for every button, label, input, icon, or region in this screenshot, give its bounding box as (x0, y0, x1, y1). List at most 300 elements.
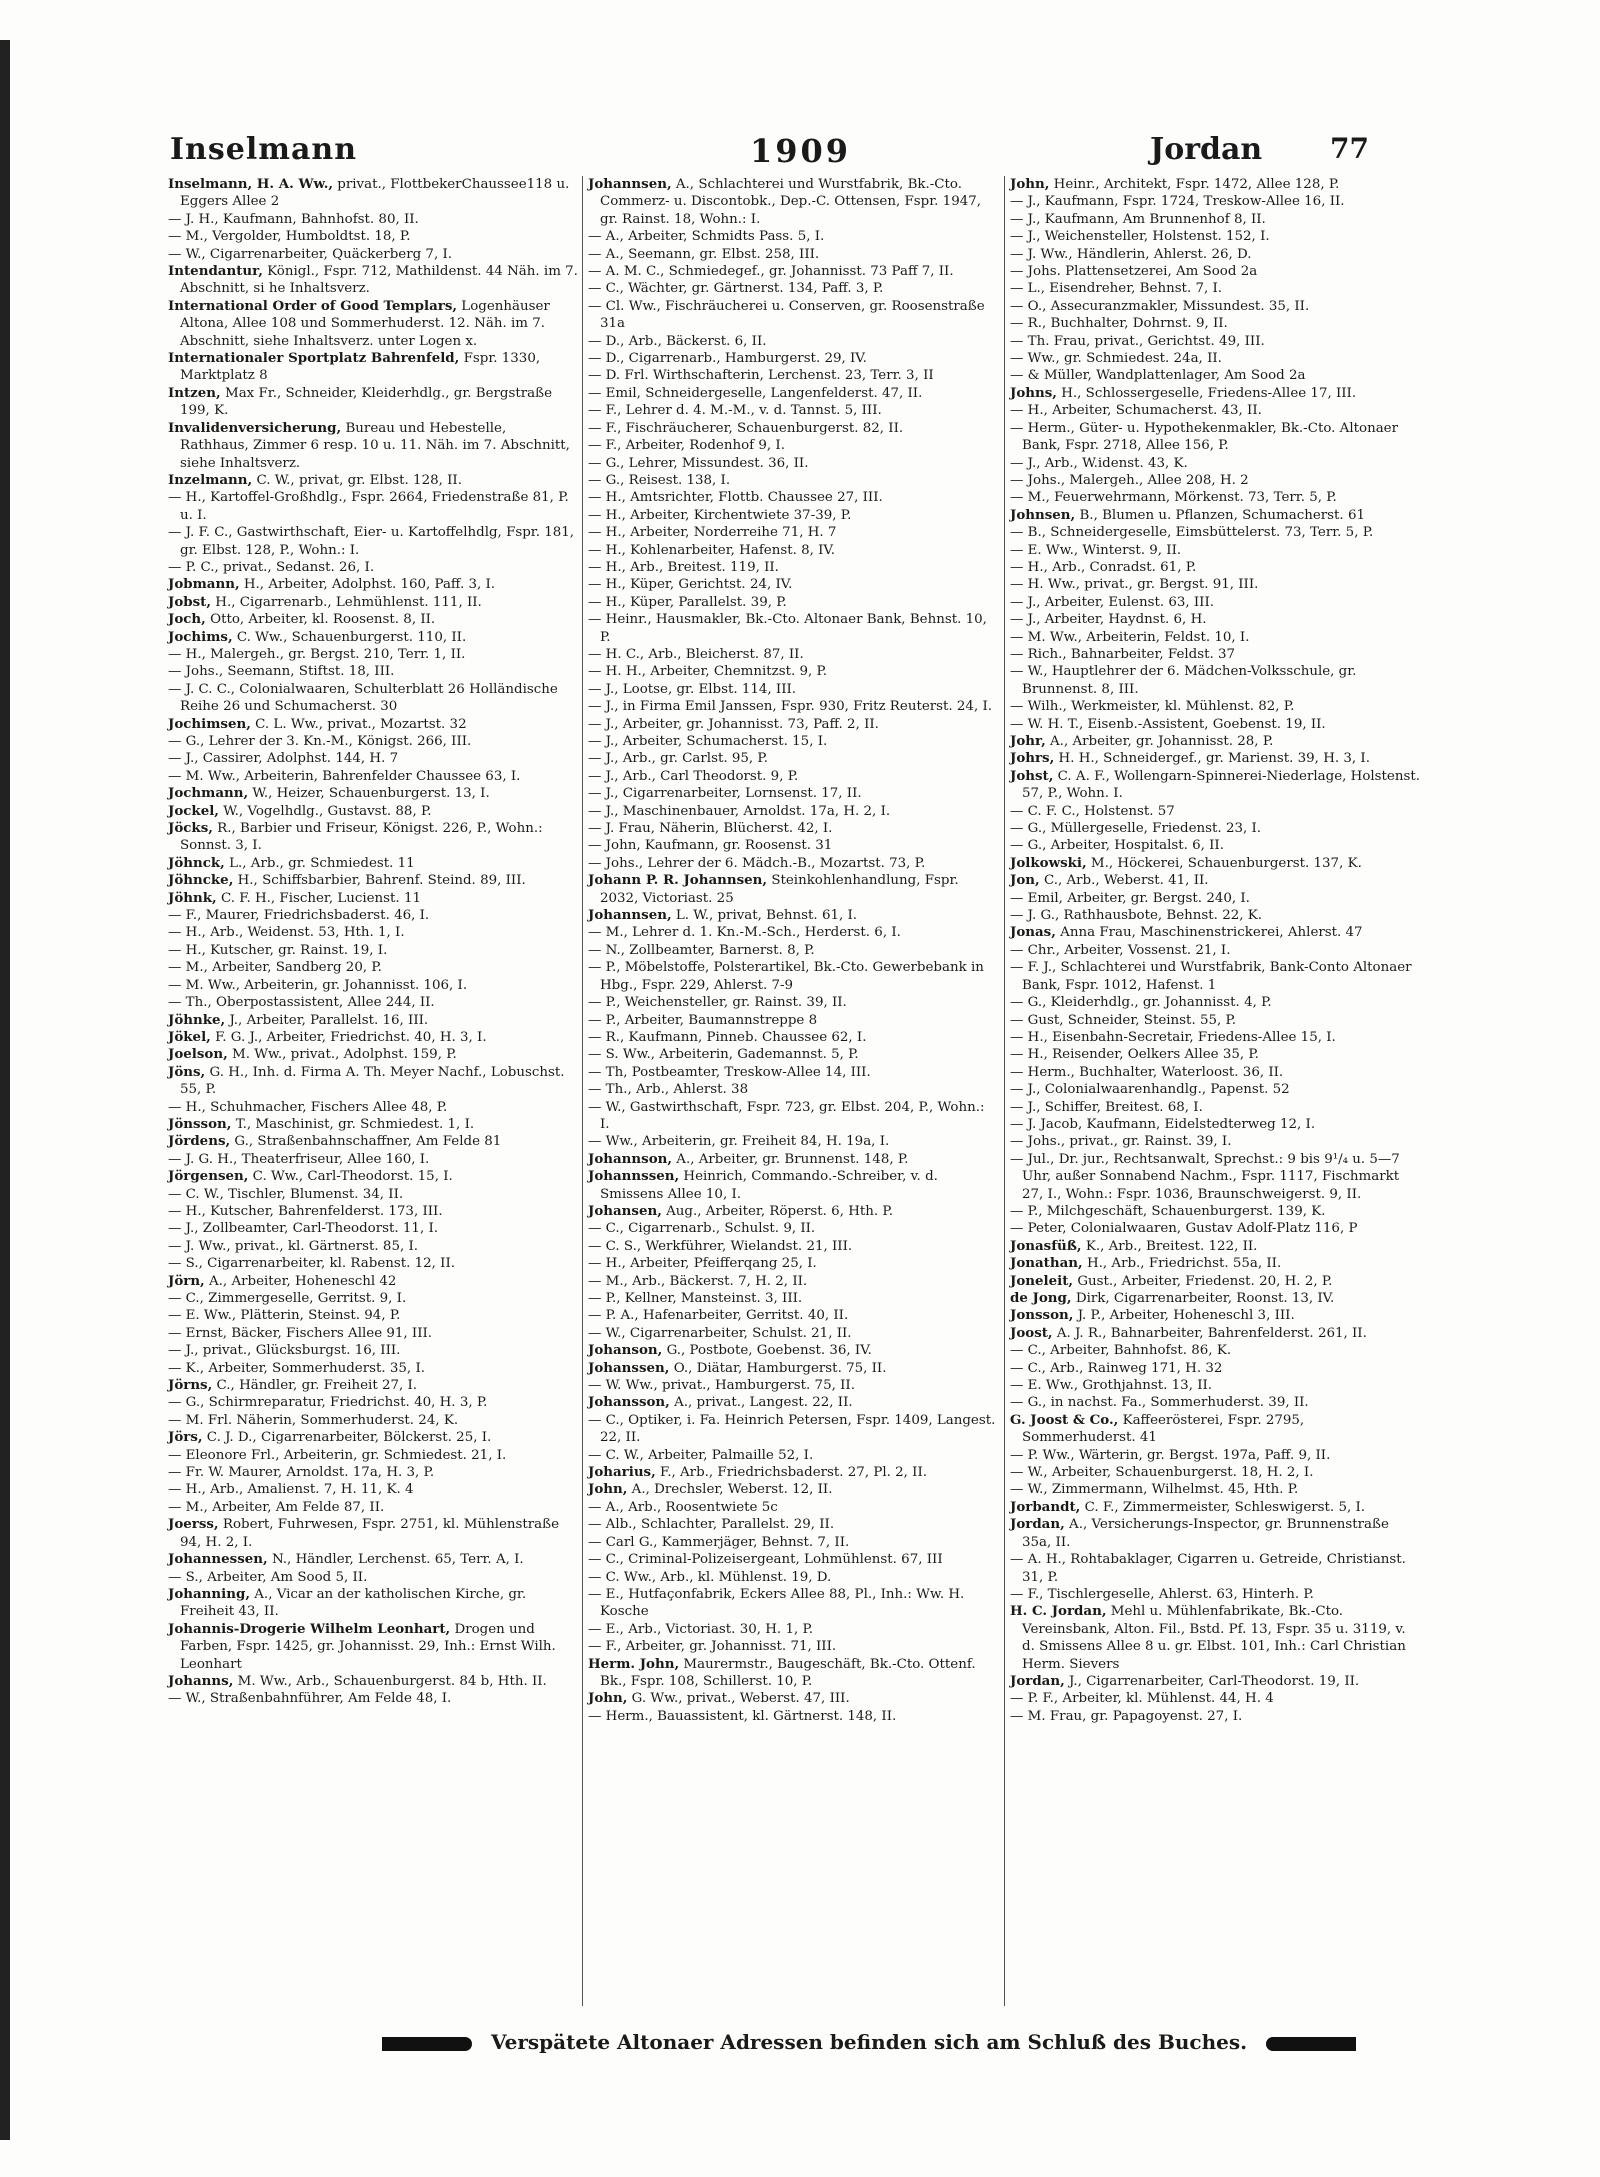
entry-surname: Jöhnke, (168, 1011, 226, 1028)
footer-text: Verspätete Altonaer Adressen befinden sich am Schluß des Buches. (490, 2030, 1248, 2054)
entry-details: — Chr., Arbeiter, Vossenst. 21, I. (1010, 942, 1231, 958)
directory-entry (1010, 1464, 1420, 1481)
directory-entry (168, 1012, 578, 1029)
directory-entry (588, 1638, 998, 1655)
entry-details: C. W., privat, gr. Elbst. 128, II. (256, 472, 462, 488)
entry-details: — Johs., Seemann, Stiftst. 18, III. (168, 664, 395, 680)
entry-surname: Johr, (1010, 733, 1046, 749)
directory-entry (1010, 594, 1420, 611)
directory-entry (588, 1203, 998, 1220)
entry-details: — A. M. C., Schmiedegef., gr. Johannisst. 73 Paff 7, II. (588, 264, 954, 280)
header-left-keyword: Inselmann (170, 132, 358, 167)
entry-details: — C. F. C., Holstenst. 57 (1010, 803, 1175, 819)
entry-details: — F., Lehrer d. 4. M.-M., v. d. Tannst. 5, III. (588, 403, 882, 419)
entry-surname: Jochims, (168, 628, 233, 645)
entry-surname: Jonasfüß, (1010, 1237, 1082, 1254)
entry-details: — F., Tischlergeselle, Ahlerst. 63, Hinterh. P. (1010, 1586, 1314, 1602)
entry-details: — S., Cigarrenarbeiter, kl. Rabenst. 12, II. (168, 1256, 456, 1272)
entry-details: W., Heizer, Schauenburgerst. 13, I. (252, 786, 490, 802)
entry-surname: Johns, (1010, 384, 1057, 401)
entry-details: — L., Eisendreher, Behnst. 7, I. (1010, 281, 1223, 297)
entry-details: B., Blumen u. Pflanzen, Schumacherst. 61 (1079, 507, 1365, 523)
directory-entry (1010, 524, 1420, 541)
entry-details: C., Arb., Weberst. 41, II. (1043, 873, 1209, 889)
directory-entry (168, 977, 578, 994)
directory-entry (588, 472, 998, 489)
entry-details: — M., Lehrer d. 1. Kn.-M.-Sch., Herderst. 6, I. (588, 925, 901, 941)
entry-details: C. L. Ww., privat., Mozartst. 32 (255, 716, 467, 732)
entry-details: — W., Gastwirthschaft, Fspr. 723, gr. Elbst. 204, P., Wohn.: I. (588, 1099, 985, 1132)
entry-surname: Johannsen, (588, 176, 672, 192)
directory-entry (168, 176, 578, 211)
entry-details: — H., Eisenbahn-Secretair, Friedens-Allee 15, I. (1010, 1029, 1336, 1045)
entry-details: A. J. R., Bahnarbeiter, Bahrenfelderst. 261, II. (1056, 1325, 1367, 1341)
entry-details: — & Müller, Wandplattenlager, Am Sood 2a (1010, 368, 1306, 384)
directory-entry (168, 1186, 578, 1203)
entry-details: — N., Zollbeamter, Barnerst. 8, P. (588, 942, 815, 958)
header-right-keyword: Jordan (1150, 132, 1263, 167)
entry-surname: Jobmann, (168, 576, 240, 593)
entry-surname: Jöhnk, (168, 889, 217, 906)
directory-entry (168, 733, 578, 750)
directory-entry (168, 629, 578, 646)
directory-entry (1010, 1238, 1420, 1255)
directory-entry (588, 1273, 998, 1290)
entry-details: — W. Ww., privat., Hamburgerst. 75, II. (588, 1378, 855, 1394)
directory-entry (168, 1203, 578, 1220)
entry-details: — Emil, Arbeiter, gr. Bergst. 240, I. (1010, 890, 1250, 906)
entry-details: F., Arb., Friedrichsbaderst. 27, Pl. 2, II. (660, 1465, 928, 1481)
entry-surname: Jonathan, (1010, 1255, 1083, 1272)
entry-details: — A., Arbeiter, Schmidts Pass. 5, I. (588, 229, 825, 245)
entry-surname: Joost, (1010, 1324, 1053, 1341)
directory-entry (1010, 1220, 1420, 1237)
entry-details: — J. C. C., Colonialwaaren, Schulterblatt 26 Holländische Reihe 26 und Schumacherst. 30 (168, 681, 558, 715)
entry-details: — J., Weichensteller, Holstenst. 152, I. (1010, 229, 1270, 245)
entry-details: — C., Criminal-Polizeisergeant, Lohmühlenst. 67, III (588, 1552, 943, 1568)
directory-entry (1010, 1325, 1420, 1342)
entry-details: M., Höckerei, Schauenburgerst. 137, K. (1090, 855, 1362, 871)
directory-entry (168, 1481, 578, 1498)
directory-entry (588, 1708, 998, 1725)
directory-entry (588, 1551, 998, 1568)
entry-details: — P., Arbeiter, Baumannstreppe 8 (588, 1012, 818, 1028)
entry-surname: Jochimsen, (168, 715, 251, 732)
directory-entry (168, 559, 578, 576)
entry-surname: Joelson, (168, 1046, 228, 1063)
entry-details: — M., Arb., Bäckerst. 7, H. 2, II. (588, 1273, 808, 1289)
directory-entry (168, 1377, 578, 1394)
entry-details: — F., Arbeiter, gr. Johannisst. 71, III. (588, 1639, 837, 1655)
directory-entry (588, 1151, 998, 1168)
directory-entry (588, 263, 998, 280)
entry-details: Fspr. 1330, Marktplatz 8 (180, 351, 541, 384)
directory-entry (588, 1499, 998, 1516)
entry-details: — G., Müllergeselle, Friedenst. 23, I. (1010, 821, 1262, 837)
directory-entry (588, 663, 998, 680)
entry-details: — J., Arb., gr. Carlst. 95, P. (588, 751, 768, 767)
directory-entry (1010, 733, 1420, 750)
entry-details: — G., Lehrer, Missundest. 36, II. (588, 455, 809, 471)
directory-entry (168, 1551, 578, 1568)
entry-details: — E. Ww., Grothjahnst. 13, II. (1010, 1378, 1213, 1394)
entry-details: — Eleonore Frl., Arbeiterin, gr. Schmiedest. 21, I. (168, 1447, 507, 1463)
entry-details: — H., Reisender, Oelkers Allee 35, P. (1010, 1047, 1259, 1063)
directory-entry (588, 924, 998, 941)
directory-entry (168, 246, 578, 263)
directory-entry (1010, 872, 1420, 889)
entry-details: — J., Arbeiter, gr. Johannisst. 73, Paff. 2, II. (588, 716, 879, 732)
entry-details: N., Händler, Lerchenst. 65, Terr. A, I. (271, 1552, 524, 1568)
directory-entry (168, 1447, 578, 1464)
entry-details: — C., Wächter, gr. Gärtnerst. 134, Paff. 3, P. (588, 281, 884, 297)
directory-entry (1010, 1116, 1420, 1133)
directory-entry (588, 1377, 998, 1394)
entry-surname: Jönsson, (168, 1115, 232, 1132)
entry-details: — H., Kohlenarbeiter, Hafenst. 8, IV. (588, 542, 836, 558)
directory-entry (588, 1656, 998, 1691)
entry-details: — Herm., Güter- u. Hypothekenmakler, Bk.-Cto. Altonaer Bank, Fspr. 2718, Allee 156, P. (1010, 420, 1399, 454)
directory-entry (588, 507, 998, 524)
entry-details: — H. H., Arbeiter, Chemnitzst. 9, P. (588, 664, 828, 680)
entry-details: — H., Amtsrichter, Flottb. Chaussee 27, III. (588, 490, 883, 506)
directory-entry (168, 1325, 578, 1342)
entry-details: Heinrich, Commando.-Schreiber, v. d. Smissens Allee 10, I. (600, 1169, 938, 1202)
directory-entry (588, 367, 998, 384)
directory-entry (588, 1464, 998, 1481)
directory-entry (588, 524, 998, 541)
directory-entry (588, 489, 998, 506)
entry-details: — Jul., Dr. jur., Rechtsanwalt, Sprechst.: 9 bis 9¹/₄ u. 5—7 Uhr, außer Sonnabend Nachm., Fspr. 1117, Fischmarkt 27, I., Wohn.: Fspr. 1036, Braunschweigerst. 9, II. (1010, 1151, 1400, 1202)
entry-surname: Jolkowski, (1010, 854, 1087, 871)
entry-details: — H., Arbeiter, Norderreihe 71, H. 7 (588, 525, 837, 541)
entry-details: Bureau und Hebestelle, Rathhaus, Zimmer 6 resp. 10 u. 11. Näh. im 7. Abschnitt, siehe Inhaltsverz. (180, 420, 570, 471)
directory-entry (588, 820, 998, 837)
directory-entry (1010, 420, 1420, 455)
directory-entry (168, 994, 578, 1011)
directory-entry (1010, 559, 1420, 576)
entry-details: — F., Arbeiter, Rodenhof 9, I. (588, 438, 785, 454)
directory-entry (1010, 1603, 1420, 1673)
entry-details: — C., Optiker, i. Fa. Heinrich Petersen, Fspr. 1409, Langest. 22, II. (588, 1412, 996, 1446)
directory-entry (168, 576, 578, 593)
entry-details: — H., Küper, Parallelst. 39, P. (588, 594, 787, 610)
directory-entry (588, 1394, 998, 1411)
directory-entry (588, 907, 998, 924)
entry-details: — Johs., Malergeh., Allee 208, H. 2 (1010, 472, 1249, 488)
entry-details: — W., Cigarrenarbeiter, Quäckerberg 7, I. (168, 246, 453, 262)
directory-entry (168, 1168, 578, 1185)
entry-details: — Carl G., Kammerjäger, Behnst. 7, II. (588, 1534, 850, 1550)
entry-details: — G., Reisest. 138, I. (588, 472, 731, 488)
directory-entry (168, 263, 578, 298)
entry-details: — O., Assecuranzmakler, Missundest. 35, II. (1010, 298, 1310, 314)
entry-surname: Intendantur, (168, 263, 263, 280)
entry-details: — P., Kellner, Mansteinst. 3, III. (588, 1291, 803, 1306)
entry-details: — E. Ww., Winterst. 9, II. (1010, 542, 1182, 558)
entry-details: Heinr., Architekt, Fspr. 1472, Allee 128, P. (1053, 177, 1340, 192)
directory-entry (588, 1133, 998, 1150)
directory-entry (588, 1255, 998, 1272)
directory-entry (1010, 455, 1420, 472)
directory-entry (588, 420, 998, 437)
entry-details: O., Diätar, Hamburgerst. 75, II. (673, 1360, 887, 1376)
directory-entry (168, 1046, 578, 1063)
directory-entry (588, 1168, 998, 1203)
entry-details: — John, Kaufmann, gr. Roosenst. 31 (588, 838, 833, 854)
entry-details: C., Händler, gr. Freiheit 27, I. (216, 1378, 418, 1394)
directory-entry (1010, 1342, 1420, 1359)
entry-details: — D., Arb., Bäckerst. 6, II. (588, 333, 767, 349)
directory-entry (588, 1481, 998, 1498)
entry-details: — A. H., Rohtabaklager, Cigarren u. Getreide, Christianst. 31, P. (1010, 1552, 1406, 1585)
directory-entry (588, 1586, 998, 1621)
entry-details: C. J. D., Cigarrenarbeiter, Bölckerst. 25, I. (206, 1430, 492, 1446)
entry-details: — M. Frau, gr. Papagoyenst. 27, I. (1010, 1708, 1243, 1724)
directory-entry (588, 611, 998, 646)
entry-details: H., Cigarrenarb., Lehmühlenst. 111, II. (215, 594, 482, 610)
directory-entry (588, 246, 998, 263)
entry-details: — C., Arbeiter, Bahnhofst. 86, K. (1010, 1343, 1232, 1359)
entry-details: — A., Arb., Roosentwiete 5c (588, 1499, 778, 1515)
entry-details: L., Arb., gr. Schmiedest. 11 (229, 855, 415, 871)
directory-entry (168, 646, 578, 663)
footer-note (370, 2030, 1248, 2064)
entry-surname: Jochmann, (168, 785, 249, 802)
entry-details: — P., Weichensteller, gr. Rainst. 39, II. (588, 995, 847, 1011)
directory-entry (1010, 1307, 1420, 1324)
directory-entry (1010, 837, 1420, 854)
directory-entry (1010, 1412, 1420, 1447)
entry-details: — W., Zimmermann, Wilhelmst. 45, Hth. P. (1010, 1482, 1299, 1498)
entry-surname: Jockel, (168, 802, 219, 819)
directory-entry (1010, 1203, 1420, 1220)
entry-details: — P., Milchgeschäft, Schauenburgerst. 139, K. (1010, 1203, 1326, 1219)
entry-surname: Jon, (1010, 872, 1040, 889)
directory-entry (168, 1290, 578, 1307)
pointing-hand-icon (1266, 2037, 1356, 2051)
entry-details: — Johs., Lehrer der 6. Mädch.-B., Mozartst. 73, P. (588, 855, 926, 871)
entry-details: G. H., Inh. d. Firma A. Th. Meyer Nachf., Lobuschst. 55, P. (180, 1064, 565, 1098)
directory-entry (588, 280, 998, 297)
entry-details: Aug., Arbeiter, Röperst. 6, Hth. P. (666, 1203, 893, 1219)
entry-surname: Jonas, (1010, 924, 1056, 941)
directory-entry (1010, 576, 1420, 593)
entry-details: — J., Kaufmann, Am Brunnenhof 8, II. (1010, 211, 1266, 227)
entry-surname: Inselmann, H. A. Ww., (168, 176, 334, 192)
entry-surname: Jörns, (168, 1377, 213, 1394)
directory-entry (1010, 1551, 1420, 1586)
directory-entry (588, 1238, 998, 1255)
directory-entry (1010, 942, 1420, 959)
entry-details: — Herm., Buchhalter, Waterloost. 36, II. (1010, 1064, 1284, 1080)
entry-details: — Alb., Schlachter, Parallelst. 29, II. (588, 1517, 835, 1533)
entry-details: — A., Seemann, gr. Elbst. 258, III. (588, 246, 820, 262)
directory-entry (168, 1342, 578, 1359)
entry-surname: Johann P. R. Johannsen, (588, 872, 768, 889)
directory-entry (588, 942, 998, 959)
entry-details: — Johs., privat., gr. Rainst. 39, I. (1010, 1134, 1232, 1150)
directory-entry (588, 298, 998, 333)
entry-details: H., Arb., Friedrichst. 55a, II. (1086, 1256, 1282, 1272)
entry-details: — C. W., Arbeiter, Palmaille 52, I. (588, 1447, 814, 1463)
directory-entry (1010, 768, 1420, 803)
entry-details: — J. Ww., Händlerin, Ahlerst. 26, D. (1010, 246, 1252, 262)
directory-entry (1010, 820, 1420, 837)
column-1 (168, 176, 578, 1708)
entry-details: — J. H., Kaufmann, Bahnhofst. 80, II. (168, 211, 419, 227)
directory-entry (1010, 1029, 1420, 1046)
directory-entry (1010, 350, 1420, 367)
scan-edge (0, 40, 10, 2140)
directory-entry (1010, 803, 1420, 820)
directory-entry (588, 1621, 998, 1638)
directory-entry (168, 1499, 578, 1516)
entry-details: A., Arbeiter, gr. Brunnenst. 148, P. (676, 1151, 909, 1167)
entry-details: — C. Ww., Arb., kl. Mühlenst. 19, D. (588, 1569, 832, 1585)
entry-details: Otto, Arbeiter, kl. Roosenst. 8, II. (210, 612, 436, 628)
entry-surname: Jordan, (1010, 1516, 1065, 1533)
entry-details: — F., Fischräucherer, Schauenburgerst. 82, II. (588, 420, 904, 436)
directory-entry (1010, 315, 1420, 332)
directory-entry (168, 1273, 578, 1290)
entry-details: — G., Kleiderhdlg., gr. Johannisst. 4, P. (1010, 995, 1272, 1011)
directory-entry (168, 1429, 578, 1446)
entry-surname: Herm. John, (588, 1655, 680, 1672)
directory-entry (168, 472, 578, 489)
header-year: 1909 (750, 132, 852, 170)
entry-details: — Th, Postbeamter, Treskow-Allee 14, III. (588, 1064, 871, 1080)
directory-entry (1010, 402, 1420, 419)
pointing-hand-icon (382, 2037, 472, 2051)
directory-entry (168, 1394, 578, 1411)
entry-surname: Joch, (168, 611, 206, 628)
entry-surname: Jobst, (168, 593, 212, 610)
directory-entry (1010, 646, 1420, 663)
directory-entry (168, 228, 578, 245)
entry-details: — Cl. Ww., Fischräucherei u. Conserven, gr. Roosenstraße 31a (588, 298, 985, 332)
entry-details: — F., Maurer, Friedrichsbaderst. 46, I. (168, 908, 430, 924)
directory-entry (168, 1220, 578, 1237)
entry-surname: Johrs, (1010, 750, 1055, 767)
entry-details: — H., Arb., Weidenst. 53, Hth. 1, I. (168, 925, 405, 941)
directory-entry (588, 455, 998, 472)
entry-details: Dirk, Cigarrenarbeiter, Roonst. 13, IV. (1075, 1291, 1335, 1306)
directory-entry (588, 1029, 998, 1046)
directory-entry (168, 681, 578, 716)
entry-details: — J., Lootse, gr. Elbst. 114, III. (588, 681, 797, 697)
entry-details: — E., Hutfaçonfabrik, Eckers Allee 88, Pl., Inh.: Ww. H. Kosche (588, 1586, 965, 1620)
directory-entry (588, 594, 998, 611)
directory-entry (168, 890, 578, 907)
entry-details: — W., Hauptlehrer der 6. Mädchen-Volksschule, gr. Brunnenst. 8, III. (1010, 664, 1357, 697)
directory-entry (1010, 750, 1420, 767)
entry-details: — S., Arbeiter, Am Sood 5, II. (168, 1569, 368, 1585)
entry-details: A., privat., Langest. 22, II. (674, 1395, 853, 1411)
entry-details: — F. J., Schlachterei und Wurstfabrik, Bank-Conto Altonaer Bank, Fspr. 1012, Hafenst. 1 (1010, 960, 1412, 993)
entry-surname: Johannessen, (168, 1551, 268, 1568)
directory-entry (588, 646, 998, 663)
entry-details: Robert, Fuhrwesen, Fspr. 2751, kl. Mühlenstraße 94, H. 2, I. (180, 1517, 560, 1550)
directory-entry (1010, 698, 1420, 715)
entry-details: H., Arbeiter, Adolphst. 160, Paff. 3, I. (243, 577, 496, 593)
entry-surname: Jorbandt, (1010, 1498, 1081, 1515)
entry-details: — G., Lehrer der 3. Kn.-M., Königst. 266, III. (168, 734, 472, 749)
directory-entry (168, 907, 578, 924)
entry-details: J. P., Arbeiter, Hoheneschl 3, III. (1077, 1308, 1295, 1324)
directory-entry (588, 1064, 998, 1081)
directory-entry (1010, 489, 1420, 506)
entry-details: — Ernst, Bäcker, Fischers Allee 91, III. (168, 1325, 433, 1341)
directory-entry (1010, 716, 1420, 733)
entry-details: H., Schlossergeselle, Friedens-Allee 17, III. (1061, 385, 1357, 401)
directory-entry (168, 663, 578, 680)
entry-details: — J., Cigarrenarbeiter, Lornsenst. 17, II. (588, 786, 862, 802)
entry-surname: Intzen, (168, 384, 221, 401)
entry-details: privat., FlottbekerChaussee118 u. Eggers Allee 2 (180, 177, 570, 210)
directory-entry (588, 803, 998, 820)
entry-details: C. Ww., Schauenburgerst. 110, II. (236, 629, 467, 645)
directory-entry (588, 437, 998, 454)
entry-details: — G., in nachst. Fa., Sommerhuderst. 39, II. (1010, 1395, 1309, 1411)
directory-entry (588, 176, 998, 228)
directory-entry (1010, 1377, 1420, 1394)
directory-entry (588, 1690, 998, 1707)
entry-surname: International Order of Good Templars, (168, 297, 458, 314)
entry-details: — H., Arb., Conradst. 61, P. (1010, 559, 1197, 575)
entry-details: G. Ww., privat., Weberst. 47, III. (631, 1691, 850, 1707)
entry-details: A., Vicar an der katholischen Kirche, gr. Freiheit 43, II. (180, 1586, 527, 1620)
entry-details: — J. G., Rathhausbote, Behnst. 22, K. (1010, 908, 1263, 924)
entry-details: — C., Zimmergeselle, Gerritst. 9, I. (168, 1291, 407, 1306)
entry-surname: Johanson, (588, 1342, 663, 1359)
directory-entry (588, 1046, 998, 1063)
directory-entry (588, 698, 998, 715)
entry-details: — S. Ww., Arbeiterin, Gademannst. 5, P. (588, 1047, 859, 1063)
entry-details: M. Ww., privat., Adolphst. 159, P. (232, 1047, 457, 1063)
directory-entry (588, 994, 998, 1011)
directory-entry (168, 594, 578, 611)
entry-details: L. W., privat, Behnst. 61, I. (675, 908, 858, 924)
directory-entry (588, 1290, 998, 1307)
directory-entry (1010, 1255, 1420, 1272)
entry-details: — Th. Frau, privat., Gerichtst. 49, III. (1010, 333, 1265, 349)
entry-details: Logenhäuser Altona, Allee 108 und Sommerhuderst. 12. Näh. im 7. Abschnitt, siehe Inhaltsverz. unter Logen x. (180, 298, 550, 349)
entry-details: — E., Arb., Victoriast. 30, H. 1, P. (588, 1621, 814, 1637)
entry-surname: Jöcks, (168, 820, 213, 837)
directory-entry (588, 716, 998, 733)
entry-surname: Johansen, (588, 1202, 662, 1219)
directory-entry (168, 1360, 578, 1377)
entry-details: — W., Cigarrenarbeiter, Schulst. 21, II. (588, 1325, 852, 1341)
directory-entry (1010, 1516, 1420, 1551)
entry-surname: Jöhnck, (168, 854, 225, 871)
entry-details: C. A. F., Wollengarn-Spinnerei-Niederlage, Holstenst. 57, P., Wohn. I. (1022, 768, 1420, 802)
entry-surname: John, (1010, 176, 1050, 192)
entry-surname: Johannson, (588, 1150, 673, 1167)
directory-entry (168, 959, 578, 976)
entry-surname: Jonsson, (1010, 1307, 1074, 1324)
entry-surname: Internationaler Sportplatz Bahrenfeld, (168, 350, 460, 367)
entry-surname: Johannssen, (588, 1168, 680, 1185)
directory-entry (168, 1255, 578, 1272)
directory-entry (1010, 385, 1420, 402)
directory-entry (168, 524, 578, 559)
directory-entry (168, 298, 578, 350)
entry-details: — D. Frl. Wirthschafterin, Lerchenst. 23, Terr. 3, II (588, 368, 934, 384)
directory-entry (168, 1064, 578, 1099)
page-number: 77 (1330, 132, 1369, 165)
